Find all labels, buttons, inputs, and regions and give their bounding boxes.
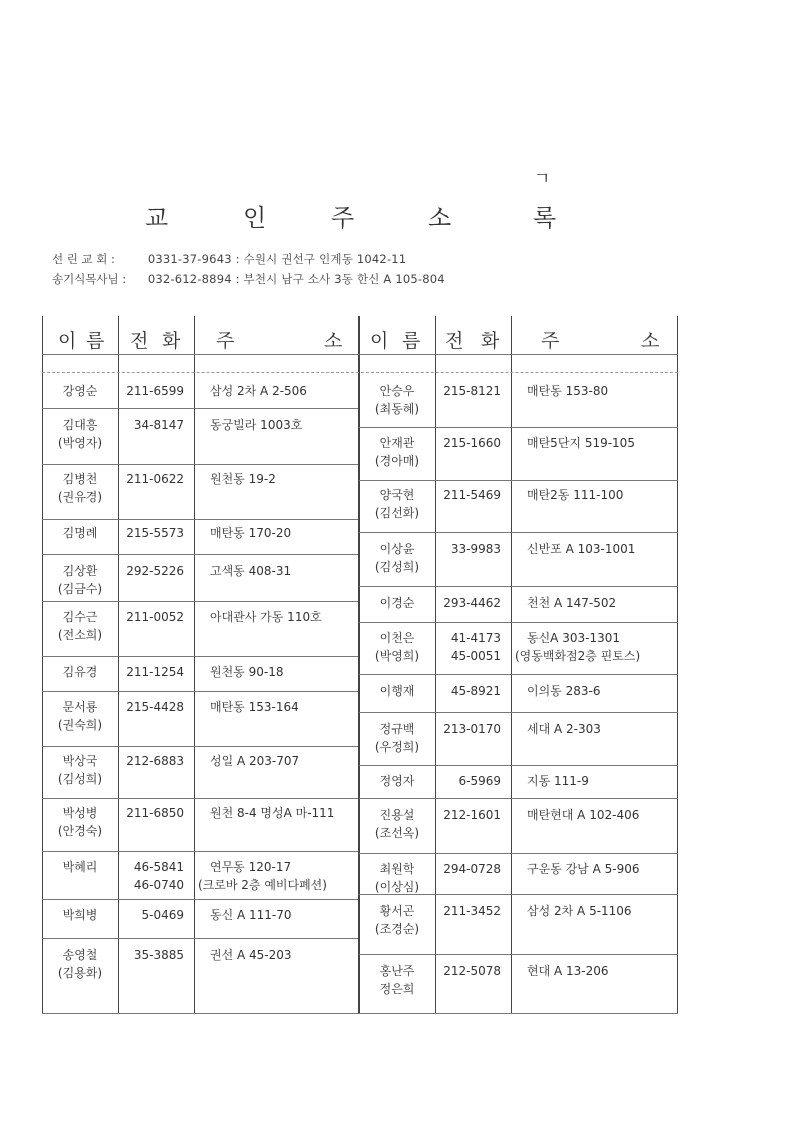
left-address: 아대관사 가동 110호 xyxy=(210,610,322,624)
left-phone: 211-1254 xyxy=(126,665,184,679)
left-name-secondary: (권유경) xyxy=(57,490,103,504)
left-phone: 211-6850 xyxy=(126,806,184,820)
right-address: 매탄2동 111-100 xyxy=(527,488,624,502)
left-name-secondary: (권숙희) xyxy=(57,718,103,732)
title-char: 교 xyxy=(145,204,169,232)
left-phone-secondary: 46-0740 xyxy=(133,878,184,892)
right-name-secondary: (박영희) xyxy=(374,649,420,663)
right-phone: 294-0728 xyxy=(443,862,501,876)
left-address: 매탄동 153-164 xyxy=(210,700,299,714)
right-name: 안재관 xyxy=(379,436,415,450)
right-name-secondary: (조선옥) xyxy=(374,826,420,840)
left-address: 동신 A 111-70 xyxy=(210,908,292,922)
right-name: 최원학 xyxy=(379,862,415,876)
left-name: 김상환 xyxy=(62,564,98,578)
left-address: 원천동 90-18 xyxy=(210,665,284,679)
header-phone-left: 전 화 xyxy=(130,330,181,352)
right-name-secondary: (조경순) xyxy=(374,922,420,936)
left-phone: 34-8147 xyxy=(133,418,184,432)
right-name-secondary: (이상심) xyxy=(374,880,420,894)
left-address: 고색동 408-31 xyxy=(210,564,292,578)
left-name: 박상국 xyxy=(62,754,98,768)
left-phone: 211-6599 xyxy=(126,384,184,398)
right-phone: 211-3452 xyxy=(443,904,501,918)
right-name: 이경순 xyxy=(379,596,415,610)
left-phone: 46-5841 xyxy=(133,860,184,874)
left-name: 김명례 xyxy=(62,526,98,540)
header-address-right: 주 소 xyxy=(541,330,660,352)
right-phone: 212-5078 xyxy=(443,964,501,978)
right-name: 진용설 xyxy=(379,808,415,822)
left-address: 원천동 19-2 xyxy=(210,472,276,486)
info-address: 수원시 권선구 인계동 1042-11 xyxy=(243,252,407,266)
right-name: 홍난주 xyxy=(379,964,415,978)
right-phone: 293-4462 xyxy=(443,596,501,610)
right-phone: 215-1660 xyxy=(443,436,501,450)
directory-table xyxy=(42,316,678,1014)
right-address: 지동 111-9 xyxy=(527,774,589,788)
right-name: 이행재 xyxy=(379,684,415,698)
right-address: 이의동 283-6 xyxy=(527,684,601,698)
left-name: 박희병 xyxy=(62,908,98,922)
right-address: 천천 A 147-502 xyxy=(527,596,617,610)
right-phone: 45-8921 xyxy=(450,684,501,698)
right-phone: 213-0170 xyxy=(443,722,501,736)
right-phone: 33-9983 xyxy=(450,542,501,556)
left-phone: 35-3885 xyxy=(133,948,184,962)
left-address: 권선 A 45-203 xyxy=(210,948,292,962)
right-address: 매탄5단지 519-105 xyxy=(527,436,635,450)
right-phone: 212-1601 xyxy=(443,808,501,822)
info-label: 송기식목사님 : xyxy=(52,272,127,286)
title-char: 주 xyxy=(331,204,355,232)
left-name-secondary: (김성희) xyxy=(57,772,103,786)
left-name: 김수근 xyxy=(62,610,98,624)
info-phone: 0331-37-9643 xyxy=(147,252,232,266)
right-address: 매탄현대 A 102-406 xyxy=(527,808,640,822)
left-name-secondary: (김용화) xyxy=(57,966,103,980)
header-address-left: 주 소 xyxy=(216,330,343,352)
left-name: 김유경 xyxy=(62,665,98,679)
left-address-secondary: (크로바 2층 예비다폐션) xyxy=(198,878,327,892)
right-address: 삼성 2차 A 5-1106 xyxy=(527,904,632,918)
left-name-secondary: (박영자) xyxy=(57,436,103,450)
left-name: 김병천 xyxy=(62,472,98,486)
left-name-secondary: (안경숙) xyxy=(57,824,103,838)
right-phone: 41-4173 xyxy=(450,631,501,645)
left-name: 강영순 xyxy=(62,384,98,398)
right-name: 정영자 xyxy=(379,774,415,788)
right-name: 황서곤 xyxy=(379,904,415,918)
right-phone: 211-5469 xyxy=(443,488,501,502)
title-char: 록 xyxy=(533,204,557,232)
right-name-secondary: (경아매) xyxy=(374,454,420,468)
title-char: 인 xyxy=(243,204,267,232)
right-name: 안승우 xyxy=(379,384,415,398)
right-name: 양국현 xyxy=(379,488,415,502)
pastor-info-line: 송기식목사님 : 032-612-8894 : 부천시 남구 소사 3동 한신 A 105-804 xyxy=(52,272,445,286)
info-phone: 032-612-8894 xyxy=(147,272,232,286)
left-name: 박혜리 xyxy=(62,860,98,874)
left-address: 성일 A 203-707 xyxy=(210,754,300,768)
left-phone: 215-4428 xyxy=(126,700,184,714)
title-char: 소 xyxy=(428,204,452,232)
right-phone-secondary: 45-0051 xyxy=(450,649,501,663)
right-name-secondary: 정은희 xyxy=(379,982,415,996)
left-name: 문서룡 xyxy=(62,700,98,714)
right-address: 매탄동 153-80 xyxy=(527,384,609,398)
header-phone-right: 전 화 xyxy=(445,330,500,352)
right-phone: 6-5969 xyxy=(458,774,501,788)
right-name-secondary: (김선화) xyxy=(374,506,420,520)
right-name-secondary: (최동혜) xyxy=(374,402,420,416)
corner-mark: ㄱ xyxy=(534,169,551,189)
info-label: 선 린 교 회 : xyxy=(52,252,115,266)
left-address: 삼성 2차 A 2-506 xyxy=(210,384,307,398)
left-name: 김대흥 xyxy=(62,418,98,432)
left-name: 송영철 xyxy=(62,948,98,962)
right-address-secondary: (영동백화점2층 핀토스) xyxy=(515,649,641,663)
left-address: 연무동 120-17 xyxy=(210,860,292,874)
left-phone: 292-5226 xyxy=(126,564,184,578)
left-phone: 211-0622 xyxy=(126,472,184,486)
right-address: 신반포 A 103-1001 xyxy=(527,542,636,556)
header-name-left: 이 름 xyxy=(58,330,105,352)
right-address: 세대 A 2-303 xyxy=(527,722,601,736)
header-name-right: 이 름 xyxy=(370,330,421,352)
left-name: 박성병 xyxy=(62,806,98,820)
left-address: 동궁빌라 1003호 xyxy=(210,418,303,432)
left-phone: 5-0469 xyxy=(141,908,184,922)
left-phone: 215-5573 xyxy=(126,526,184,540)
left-name-secondary: (김금수) xyxy=(57,582,103,596)
left-phone: 211-0052 xyxy=(126,610,184,624)
left-address: 원천 8-4 명성A 마-111 xyxy=(210,806,335,820)
right-address: 현대 A 13-206 xyxy=(527,964,609,978)
church-info-line: 선 린 교 회 : 0331-37-9643 : 수원시 권선구 인계동 1042-11 xyxy=(52,252,407,266)
right-address: 동신A 303-1301 xyxy=(527,631,620,645)
right-name-secondary: (우정희) xyxy=(374,740,420,754)
right-name: 정규백 xyxy=(379,722,415,736)
right-phone: 215-8121 xyxy=(443,384,501,398)
right-name: 이상윤 xyxy=(379,542,415,556)
right-name: 이천은 xyxy=(379,631,415,645)
left-address: 매탄동 170-20 xyxy=(210,526,292,540)
right-name-secondary: (김성희) xyxy=(374,560,420,574)
right-address: 구운동 강남 A 5-906 xyxy=(527,862,640,876)
info-address: 부천시 남구 소사 3동 한신 A 105-804 xyxy=(243,272,445,286)
left-phone: 212-6883 xyxy=(126,754,184,768)
left-name-secondary: (전소희) xyxy=(57,628,103,642)
